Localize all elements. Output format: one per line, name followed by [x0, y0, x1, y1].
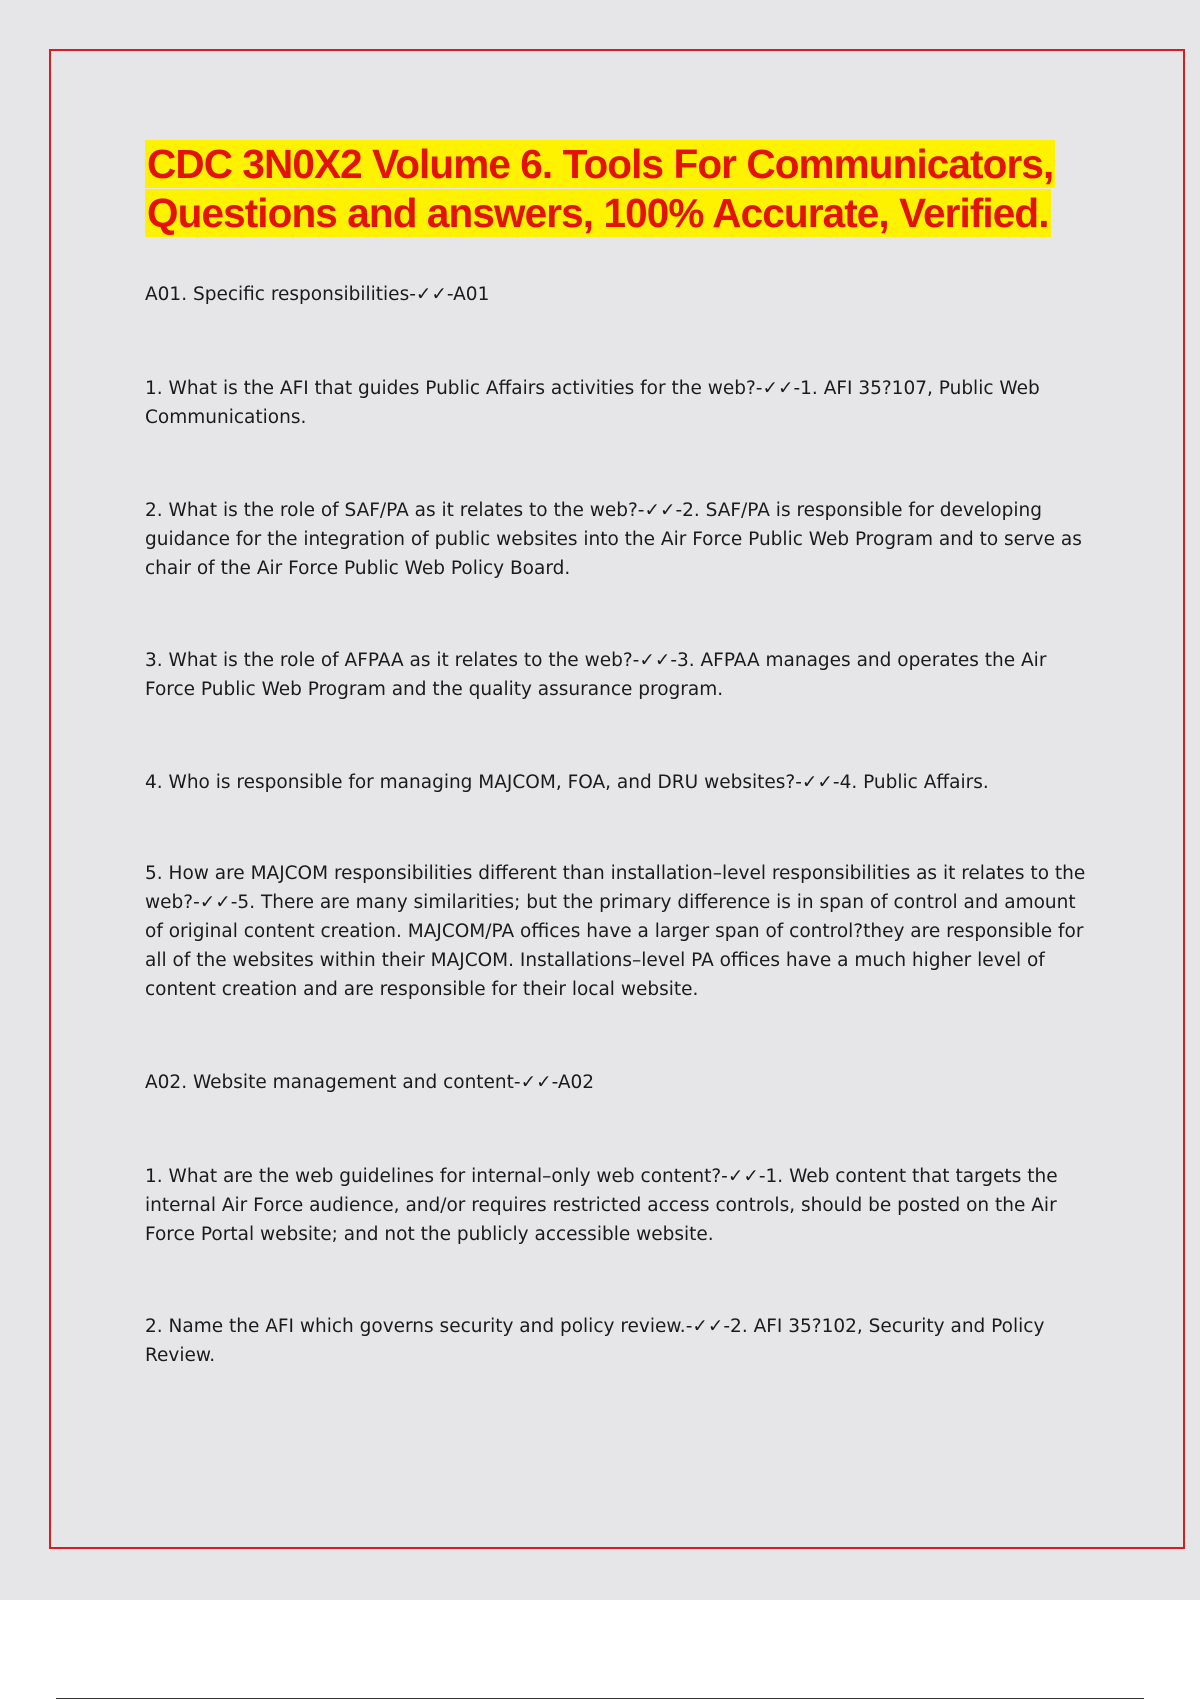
document-title: [145, 140, 1090, 238]
qa-paragraph: 1. What are the web guidelines for internal–only web content?-✓✓-1. Web content that targets the internal Air Force audience, and/or requires restricted access controls, should be posted on the Air Force Portal website; and not the publicly accessible website.: [145, 1166, 1058, 1245]
qa-paragraph: 1. What is the AFI that guides Public Affairs activities for the web?-✓✓-1. AFI 35?107, Public Web Communications.: [145, 378, 1040, 428]
page-divider: [56, 1698, 1144, 1699]
qa-paragraph: 2. What is the role of SAF/PA as it relates to the web?-✓✓-2. SAF/PA is responsible for developing guidance for the integration of public websites into the Air Force Public Web Program and to serve as chair of the Air Force Public Web Policy Board.: [145, 500, 1082, 579]
document-content: [145, 140, 1090, 1370]
qa-paragraph: 3. What is the role of AFPAA as it relates to the web?-✓✓-3. AFPAA manages and operates the Air Force Public Web Program and the quality assurance program.: [145, 650, 1047, 700]
qa-paragraph: 5. How are MAJCOM responsibilities different than installation–level responsibilities as it relates to the web?-✓✓-5. There are many similarities; but the primary difference is in span of control and amount of original content creation. MAJCOM/PA offices have a larger span of control?they are responsible for all of the websites within their MAJCOM. Installations–level PA offices have a much higher level of content creation and are responsible for their local website.: [145, 863, 1086, 1000]
qa-paragraph: 2. Name the AFI which governs security and policy review.-✓✓-2. AFI 35?102, Security and Policy Review.: [145, 1316, 1045, 1366]
qa-paragraph: 4. Who is responsible for managing MAJCOM, FOA, and DRU websites?-✓✓-4. Public Affairs.: [145, 772, 989, 793]
title-highlight: CDC 3N0X2 Volume 6. Tools For Communicators, Questions and answers, 100% Accurate, Verified.: [147, 141, 1054, 236]
section-heading-a01: A01. Specific responsibilities-✓✓-A01: [145, 284, 490, 305]
section-heading-a02: A02. Website management and content-✓✓-A02: [145, 1072, 595, 1093]
